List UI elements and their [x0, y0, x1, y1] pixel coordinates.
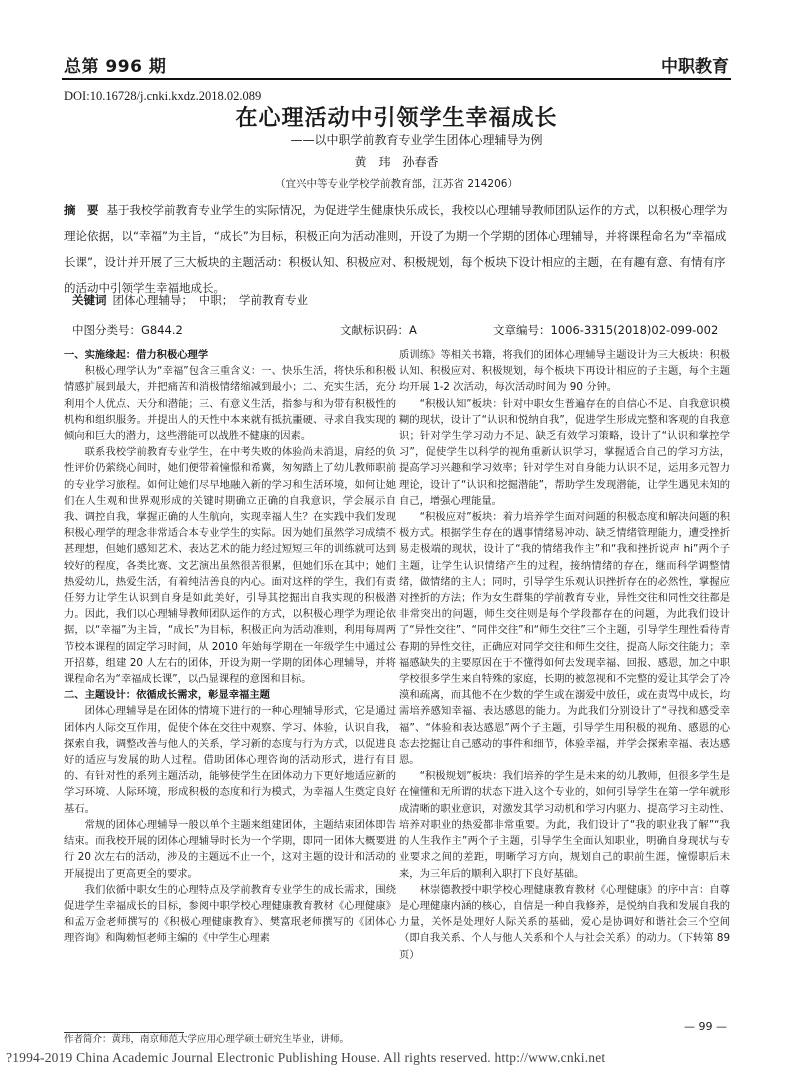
doi-text: DOI:10.16728/j.cnki.kxdz.2018.02.089 — [64, 89, 262, 103]
header-rule — [62, 78, 731, 80]
body-paragraph: 团体心理辅导是在团体的情境下进行的一种心理辅导形式，它是通过团体内人际交互作用，促使个体在交往中观察、学习、体验，认识自我，探索自我，调整改善与他人的关系，学习新的态度与行为方式，以促进良好的适应与发展的助人过程。借助团体心理咨询的活动形式，进行有目的、有针对性的系列主题活动，能够使学生在团体动力下更好地适应新的学习环境、人际环境，形成积极的态度和行为模式，为幸福人生奠定良好基石。 — [64, 705, 396, 815]
abstract-text: 基于我校学前教育专业学生的实际情况，为促进学生健康快乐成长，我校以心理辅导教师团队运作的方式，以积极心理学为理论依据，以“幸福”为主旨，“成长”为目标，积极正向为活动准则，开设了为期一个学期的团体心理辅导，并将课程命名为“幸福成长课”，设计并开展了三大板块的主题活动：积极认知、积极应对、积极规划，每个板块下设计相应的主题，在有趣有意、有情有序的活动中引领学生幸福地成长。 — [64, 203, 728, 295]
abstract — [64, 197, 731, 301]
classification-row — [72, 322, 731, 338]
body-column-right — [399, 347, 730, 963]
section-heading: 一、实施缘起：借力积极心理学 — [64, 349, 209, 361]
body-paragraph: “积极应对”板块：着力培养学生面对问题的积极态度和解决问题的积极方式。根据学生存在的遇事情绪易冲动、缺乏情绪管理能力，遭受挫折易走极端的现状，设计了“我的情绪我作主”和“我和挫折说声 hi”两个子主题，让学生认识情绪产生的过程，接纳情绪的存在，继而科学调整情绪，做情绪的主人；同时，引导学生乐观认识挫折存在的必然性，掌握应对挫折的方法；作为女生群集的学前教育专业，异性交往和同性交往都是非常突出的问题，师生交往则是每个学段都存在的问题，为此我们设计了“异性交往”、“同伴交往”和“师生交往”三个主题，引导学生理性看待青春期的异性交往，正确应对同学交往和师生交往，提高人际交往能力；幸福感缺失的主要原因在于不懂得如何去发现幸福、回报、感恩，加之中职学校很多学生来自特殊的家庭，长期的被忽视和不完整的爱让其学会了冷漠和疏离，而其他不在少数的学生或在溺爱中放任，或在责骂中成长，均需培养感知幸福、表达感恩的能力。为此我们分别设计了“寻找和感受幸福”、“体验和表达感恩”两个子主题，引导学生用积极的视角、感恩的心态去挖掘让自己感动的事件和细节，体验幸福，并学会探索幸福、表达感恩。 — [399, 511, 730, 767]
keywords-text: 团体心理辅导； 中职； 学前教育专业 — [112, 293, 308, 307]
clc-number: 中图分类号：G844.2 — [72, 323, 183, 337]
article-subtitle: ——以中职学前教育专业学生团体心理辅导为例 — [290, 133, 543, 147]
body-paragraph: “积极认知”板块：针对中职女生普遍存在的自信心不足、自我意识模糊的现状，设计了“认识和悦纳自我”，促进学生形成完整和客观的自我意识；针对学生学习动力不足、缺乏有效学习策略，设计了“认识和掌控学习”，促使学生以科学的视角重新认识学习，掌握适合自己的学习方法，提高学习兴趣和学习效率；针对学生对自身能力认识不足，运用多元智力理论，设计了“认识和挖掘潜能”，帮助学生发现潜能，让学生遇见未知的自己，增强心理能量。 — [399, 397, 730, 507]
abstract-label: 摘 要 — [64, 203, 99, 217]
body-paragraph: 积极心理学认为“幸福”包含三重含义：一、快乐生活，将快乐和积极情感扩展到最大，并把痛苦和消极情绪缩减到最小；二、充实生活，充分利用个人优点、天分和潜能；三、有意义生活，指参与和为带有积极性的机构和组织服务。并提出人的天性中本来就有抵抗噩硬、寻求自我实现的倾向和巨大的潜力，这些潜能可以战胜不健康的因素。 — [64, 365, 396, 443]
issue-label: 总第 996 期 — [64, 57, 167, 77]
body-paragraph: 联系我校学前教育专业学生，在中考失败的体验尚未消退，肩经的负性评价仍萦绕心间时，她们便带着憧憬和希冀，匆匆踏上了幼儿教师职前的专业学习旅程。如何让她们尽早地融入新的学习和生活环境，如何让她们在人生观和世界观形成的关键时期确立正确的自我意识，学会展示自我、调控自我，掌握正确的人生航向，实现幸福人生？在实践中我们发现积极心理学的理念非常适合本专业学生的实际。因为她们虽然学习成绩不甚理想，但她们感知艺术、表达艺术的能力经过短短三年的训练就可达到较好的程度，各类比赛、文艺演出虽然很苦很累，但她们乐在其中；她们热爱幼儿，热爱生活，有着纯洁善良的内心。面对这样的学生，我们有责任努力让学生认识到自身是如此美好，引导其挖掘出自我实现的积极潜力。因此，我们以心理辅导教师团队运作的方式，以积极心理学为理论依据，以“幸福”为主旨，“成长”为目标，积极正向为活动准则，利用每周两节校本课程的固定学习时间，从 2010 年始每学期在一年级学生中通过公开招募，组建 20 人左右的团体，开设为期一学期的团体心理辅导，并将课程命名为“幸福成长课”，以凸显课程的意图和目标。 — [64, 446, 396, 686]
section-heading: 二、主题设计：依循成长需求，彰显幸福主题 — [64, 689, 270, 702]
journal-section-label: 中职教育 — [661, 57, 729, 77]
authors: 黄 玮 孙春香 — [354, 155, 439, 169]
body-paragraph: 我们依循中职女生的心理特点及学前教育专业学生的成长需求，围绕促进学生幸福成长的目标，参阅中职学校心理健康教育教材《心理健康》和孟万金老师撰写的《积极心理健康教育》、樊富珉老师撰写的《团体心理咨询》和陶勑恒老师主编的《中学生心理素 — [64, 883, 396, 945]
body-column-left — [64, 347, 396, 947]
article-number: 文章编号：1006-3315(2018)02-099-002 — [493, 323, 719, 337]
body-paragraph: 常规的团体心理辅导一般以单个主题来组建团体，主题结束团体即告结束。而我校开展的团体心理辅导时长为一个学期，即同一团体大概要进行 20 次左右的活动，涉及的主题远不止一个，这对主题的设计和活动的开展提出了更高更全的要求。 — [64, 818, 396, 880]
affiliation: （宜兴中等专业学校学前教育部，江苏省 214206） — [275, 178, 518, 190]
keywords-label: 关键词 — [72, 293, 107, 307]
keywords — [72, 292, 731, 308]
body-paragraph: “积极规划”板块：我们培养的学生是未来的幼儿教师，但很多学生是在憧懂和无所谓的状态下进入这个专业的，如何引导学生在第一学年就形成清晰的职业意识，对激发其学习动机和学习内驱力、提高学习主动性、培养对职业的热爱都非常重要。为此，我们设计了“我的职业我了解”“我的人生我作主”两个子主题，引导学生全面认知职业，明确自身现状与专业要求之间的差距，明晰学习方向，规划自己的职前生涯，憧憬职后未来，为三年后的顺利入职打下良好基础。 — [399, 770, 730, 880]
document-code: 文献标识码：A — [340, 323, 417, 337]
page-number: — 99 — — [684, 1020, 727, 1033]
article-title: 在心理活动中引领学生幸福成长 — [235, 106, 558, 131]
copyright-notice: ?1994-2019 China Academic Journal Electronic Publishing House. All rights reserved. http://www.cnki.net — [6, 1050, 606, 1065]
author-footnote: 作者简介：黄玮，南京师范大学应用心理学硕士研究生毕业，讲师。 — [64, 1034, 350, 1045]
body-paragraph: 林崇德教授中职学校心理健康教育教材《心理健康》的序中言：自尊是心理健康内涵的核心，自信是一种自我修养，是悦纳自我和发展自我的力量，关怀是处理好人际关系的基础，爱心是协调好和谐社会三个空间（即自我关系、个人与他人关系和个人与社会关系）的动力。（下转第 89 页） — [399, 883, 730, 961]
body-paragraph: 质训练》等相关书籍，将我们的团体心理辅导主题设计为三大板块：积极认知、积极应对、积极规划，每个板块下再设计相应的子主题，每个主题均开展 1-2 次活动，每次活动时间为 90 分钟。 — [399, 349, 730, 394]
